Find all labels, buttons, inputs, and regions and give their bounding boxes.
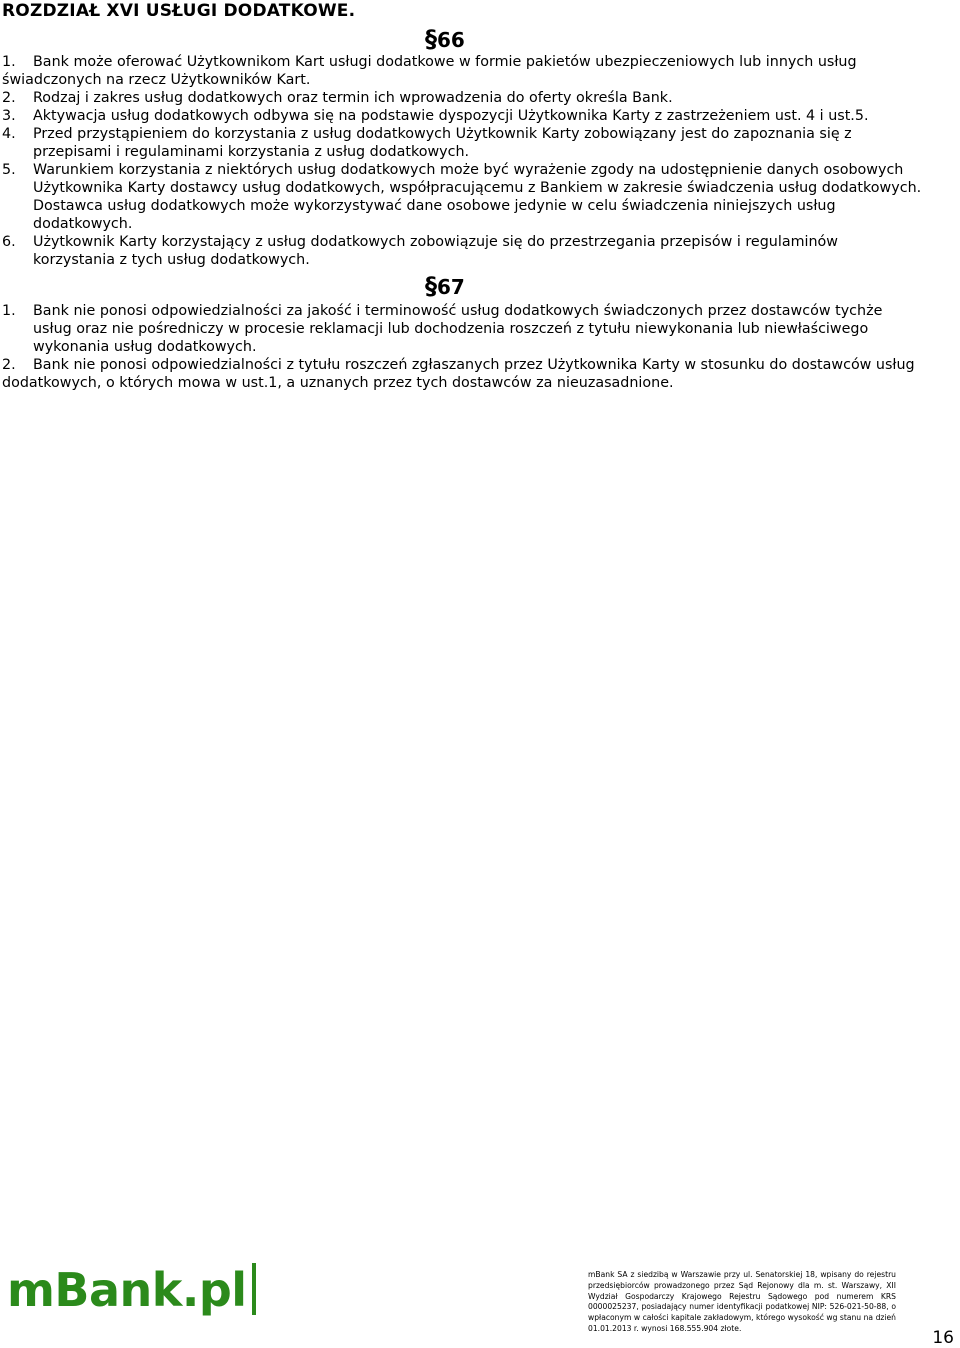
mbank-logo: mBank.pl: [7, 1263, 247, 1317]
section-heading-67: [425, 273, 465, 300]
item-number: 2.: [2, 357, 16, 373]
item-text: Użytkownik Karty korzystający z usług dodatkowych zobowiązuje się do przestrzegania przepisów i regulaminów korzystania z tych usług dodatkowych.: [33, 234, 839, 268]
item-number: 3.: [2, 108, 16, 124]
list-item: [2, 107, 922, 125]
item-text: Bank nie ponosi odpowiedzialności z tytułu roszczeń zgłaszanych przez Użytkownika Karty w stosunku do dostawców usług dodatkowych, o których mowa w ust.1, a uznanych przez tych dostawców za nieuzasadnione.: [2, 357, 915, 391]
list-item: [2, 233, 922, 269]
section-heading-66: [425, 26, 465, 53]
list-item: [2, 53, 922, 89]
item-text: Warunkiem korzystania z niektórych usług dodatkowych może być wyrażenie zgody na udostępnienie danych osobowych Użytkownika Karty dostawcy usług dodatkowych, współpracującemu z Bankiem w zakresie świadczenia usług dodatkowych. Dostawca usług dodatkowych może wykorzystywać dane osobowe jedynie w celu świadczenia niniejszych usług dodatkowych.: [33, 162, 922, 232]
chapter-title: ROZDZIAŁ XVI USŁUGI DODATKOWE.: [2, 1, 356, 21]
logo-divider: [252, 1263, 256, 1315]
list-item: [2, 161, 922, 233]
item-number: 2.: [2, 90, 16, 106]
section-sign: §: [425, 25, 437, 53]
item-number: 1.: [2, 54, 16, 70]
item-text: Przed przystąpieniem do korzystania z usług dodatkowych Użytkownik Karty zobowiązany jest do zapoznania się z przepisami i regulaminami korzystania z usług dodatkowych.: [33, 126, 852, 160]
item-number: 4.: [2, 126, 16, 142]
section-number: 67: [437, 275, 465, 299]
list-item: [2, 356, 922, 392]
footer-legal-text: mBank SA z siedzibą w Warszawie przy ul. Senatorskiej 18, wpisany do rejestru przedsiębiorców prowadzonego przez Sąd Rejonowy dla m. st. Warszawy, XII Wydział Gospodarczy Krajowego Rejestru Sądowego pod numerem KRS 0000025237, posiadający numer identyfikacji podatkowej NIP: 526-021-50-88, o wpłaconym w całości kapitale zakładowym, którego wysokość wg stanu na dzień 01.01.2013 r. wynosi 168.555.904 złote.: [588, 1270, 896, 1333]
list-item: [2, 89, 922, 107]
item-text: Aktywacja usług dodatkowych odbywa się na podstawie dyspozycji Użytkownika Karty z zastrzeżeniem ust. 4 i ust.5.: [33, 108, 869, 124]
section-number: 66: [437, 28, 465, 52]
item-text: Bank może oferować Użytkownikom Kart usługi dodatkowe w formie pakietów ubezpieczeniowych lub innych usług świadczonych na rzecz Użytkowników Kart.: [2, 54, 857, 88]
item-number: 5.: [2, 162, 16, 178]
item-text: Rodzaj i zakres usług dodatkowych oraz termin ich wprowadzenia do oferty określa Bank.: [33, 90, 673, 106]
list-item: [2, 302, 922, 356]
item-text: Bank nie ponosi odpowiedzialności za jakość i terminowość usług dodatkowych świadczonych przez dostawców tychże usług oraz nie pośredniczy w procesie reklamacji lub dochodzenia roszczeń z tytułu niewykonania lub niewłaściwego wykonania usług dodatkowych.: [33, 303, 883, 355]
item-number: 6.: [2, 234, 16, 250]
item-number: 1.: [2, 303, 16, 319]
section-sign: §: [425, 272, 437, 300]
list-item: [2, 125, 922, 161]
page-number: 16: [932, 1328, 954, 1348]
